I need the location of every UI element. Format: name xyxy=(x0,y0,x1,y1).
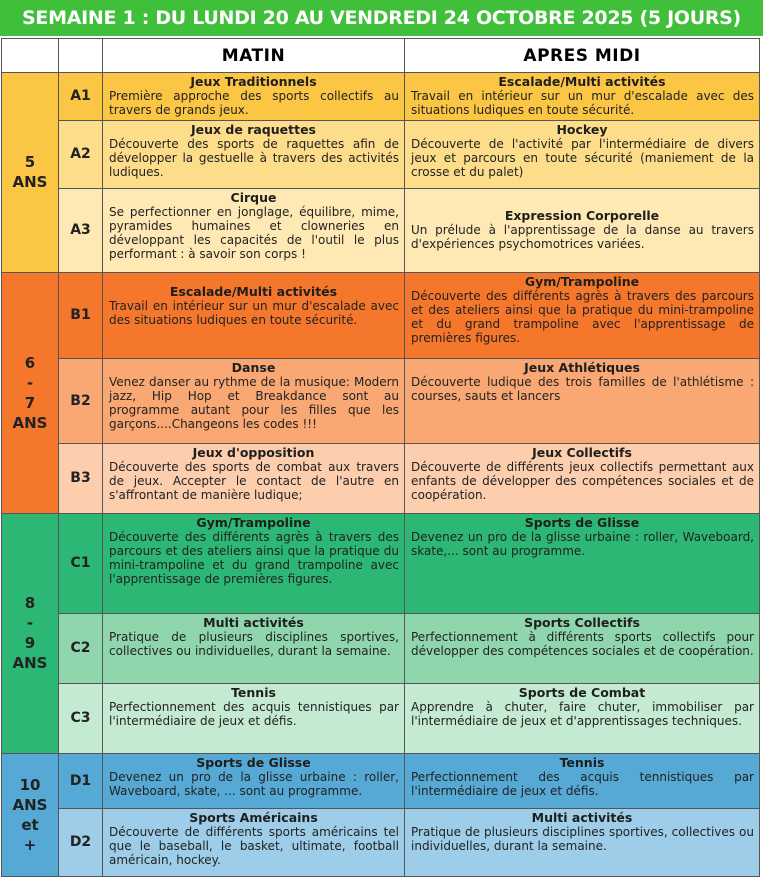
group-code: C2 xyxy=(59,613,103,683)
activity-description: Devenez un pro de la glisse urbaine : roller, Waveboard, skate, ... sont au programme. xyxy=(109,769,399,798)
age-group-5 xyxy=(2,73,59,273)
group-code: A1 xyxy=(59,73,103,121)
row-a3 xyxy=(2,188,760,272)
activity-description: Devenez un pro de la glisse urbaine : roller, Waveboard, skate,... sont au programme. xyxy=(411,529,754,558)
activity-title: Escalade/Multi activités xyxy=(498,74,666,89)
activity-description: Découverte de différents jeux collectifs permettant aux enfants de développer des compétences sociales et de coopération. xyxy=(411,459,754,503)
activity-cell-apres-midi xyxy=(405,808,760,876)
age-label-line: 9 xyxy=(24,634,36,653)
row-c2 xyxy=(2,613,760,683)
activity-cell-apres-midi xyxy=(405,120,760,188)
group-code: C3 xyxy=(59,683,103,753)
activity-description: Découverte des sports de combat aux travers de jeux. Accepter le contact de l'autre en s'affrontant de manière ludique; xyxy=(109,459,399,503)
activity-title: Sports Américains xyxy=(189,809,318,825)
activity-cell-matin xyxy=(103,513,405,613)
activity-description: Un prélude à l'apprentissage de la danse au travers d'expériences psychomotrices variées. xyxy=(411,222,754,252)
activity-title: Expression Corporelle xyxy=(504,207,660,223)
row-d2 xyxy=(2,808,760,876)
activity-title: Hockey xyxy=(556,121,608,137)
activity-cell-matin xyxy=(103,120,405,188)
activity-title: Multi activités xyxy=(531,809,633,825)
activity-title: Jeux d'opposition xyxy=(192,444,315,460)
group-code: D2 xyxy=(59,808,103,876)
activity-title: Tennis xyxy=(231,684,276,700)
activity-description: Perfectionnement à différents sports collectifs pour développer des compétences sociales et de coopération. xyxy=(411,629,754,658)
activity-cell-matin xyxy=(103,808,405,876)
activity-cell-apres-midi xyxy=(405,683,760,753)
age-label-line: 7 xyxy=(24,393,36,412)
activity-cell-matin xyxy=(103,613,405,683)
age-group-10-plus xyxy=(2,753,59,876)
activity-cell-apres-midi xyxy=(405,513,760,613)
age-label-line: ANS xyxy=(12,173,48,192)
group-code: C1 xyxy=(59,513,103,613)
activity-title: Sports de Glisse xyxy=(196,754,311,770)
header-matin: MATIN xyxy=(103,39,405,73)
activity-cell-apres-midi xyxy=(405,358,760,443)
group-code: D1 xyxy=(59,753,103,808)
schedule-table xyxy=(1,38,760,877)
activity-description: Découverte des différents agrès à travers des parcours et des ateliers ainsi que la pratique du mini-trampoline et du grand trampoline avec l'apprentissage de premières figures. xyxy=(411,288,754,346)
row-b2 xyxy=(2,358,760,443)
activity-cell-apres-midi xyxy=(405,613,760,683)
age-label-line: ANS xyxy=(12,654,48,673)
row-a1 xyxy=(2,73,760,121)
row-d1 xyxy=(2,753,760,808)
activity-cell-matin xyxy=(103,73,405,121)
activity-cell-apres-midi xyxy=(405,272,760,358)
age-label-line: - xyxy=(26,614,34,633)
age-label-line: 6 xyxy=(24,353,36,372)
activity-cell-matin xyxy=(103,358,405,443)
row-b3 xyxy=(2,443,760,513)
activity-title: Gym/Trampoline xyxy=(524,273,640,289)
activity-title: Jeux Traditionnels xyxy=(190,74,317,89)
activity-title: Danse xyxy=(231,359,276,375)
page-title: SEMAINE 1 : DU LUNDI 20 AU VENDREDI 24 OCTOBRE 2025 (5 JOURS) xyxy=(0,0,763,36)
activity-title: Sports de Glisse xyxy=(524,514,640,530)
group-code: B3 xyxy=(59,443,103,513)
activity-title: Jeux Athlétiques xyxy=(524,359,640,375)
age-group-8-9 xyxy=(2,513,59,753)
age-label-line: 5 xyxy=(24,153,36,172)
activity-description: Perfectionnement des acquis tennistiques par l'intermédiaire de jeux et défis. xyxy=(109,699,399,728)
activity-description: Apprendre à chuter, faire chuter, immobiliser par l'intermédiaire de jeux et d'apprentissages techniques. xyxy=(411,699,754,728)
activity-cell-apres-midi xyxy=(405,188,760,272)
activity-cell-matin xyxy=(103,683,405,753)
activity-cell-matin xyxy=(103,443,405,513)
age-label-line: et xyxy=(21,815,39,834)
age-label-line: 10 xyxy=(19,775,41,794)
activity-title: Jeux de raquettes xyxy=(190,121,316,137)
age-label-line: 8 xyxy=(24,594,36,613)
activity-description: Pratique de plusieurs disciplines sportives, collectives ou individuelles, durant la semaine. xyxy=(109,629,399,658)
activity-cell-matin xyxy=(103,272,405,358)
activity-description: Découverte des sports de raquettes afin de développer la gestuelle à travers des activités ludiques. xyxy=(109,136,399,180)
activity-description: Pratique de plusieurs disciplines sportives, collectives ou individuelles, durant la semaine. xyxy=(411,824,754,853)
activity-cell-apres-midi xyxy=(405,73,760,121)
activity-title: Sports Collectifs xyxy=(524,614,640,630)
header-row xyxy=(2,39,760,73)
activity-title: Jeux Collectifs xyxy=(532,444,632,460)
age-label-line: ANS xyxy=(12,413,48,432)
group-code: A2 xyxy=(59,120,103,188)
activity-title: Sports de Combat xyxy=(518,684,646,700)
group-code: B1 xyxy=(59,272,103,358)
group-code: B2 xyxy=(59,358,103,443)
group-code: A3 xyxy=(59,188,103,272)
activity-description: Découverte des différents agrès à travers des parcours et des ateliers ainsi que la pratique du mini-trampoline et du grand trampoline avec l'apprentissage de premières figures. xyxy=(109,529,399,587)
activity-cell-matin xyxy=(103,188,405,272)
row-c3 xyxy=(2,683,760,753)
activity-description: Découverte ludique des trois familles de l'athlétisme : courses, sauts et lancers xyxy=(411,374,754,403)
row-b1 xyxy=(2,272,760,358)
age-label-line: + xyxy=(23,835,37,854)
age-label-line: ANS xyxy=(12,795,48,814)
activity-description: Perfectionnement des acquis tennistiques par l'intermédiaire de jeux et défis. xyxy=(411,769,754,798)
activity-description: Travail en intérieur sur un mur d'escalade avec des situations ludiques en toute sécurité. xyxy=(411,89,754,118)
activity-description: Venez danser au rythme de la musique: Modern jazz, Hip Hop et Breakdance sont au programme autant pour les filles que les garçons....Changeons les codes !!! xyxy=(109,374,399,432)
header-apres-midi: APRES MIDI xyxy=(405,39,760,73)
activity-title: Gym/Trampoline xyxy=(196,514,311,530)
activity-title: Escalade/Multi activités xyxy=(169,283,338,299)
age-label-line: - xyxy=(26,373,34,392)
activity-description: Se perfectionner en jonglage, équilibre, mime, pyramides humaines et clowneries en développant les capacités de l'outil le plus performant : à savoir son corps ! xyxy=(109,204,399,262)
activity-cell-apres-midi xyxy=(405,753,760,808)
age-group-6-7 xyxy=(2,272,59,513)
activity-description: Première approche des sports collectifs au travers de grands jeux. xyxy=(109,89,399,118)
activity-description: Découverte de différents sports américains tel que le baseball, le basket, ultimate, football américain, hockey. xyxy=(109,824,399,868)
activity-title: Multi activités xyxy=(203,614,304,630)
row-c1 xyxy=(2,513,760,613)
activity-description: Découverte de l'activité par l'intermédiaire de divers jeux et parcours en toute sécurité (maniement de la crosse et du palet) xyxy=(411,136,754,180)
header-empty-age xyxy=(2,39,59,73)
header-empty-code xyxy=(59,39,103,73)
activity-cell-matin xyxy=(103,753,405,808)
activity-description: Travail en intérieur sur un mur d'escalade avec des situations ludiques en toute sécurité. xyxy=(109,298,399,327)
activity-cell-apres-midi xyxy=(405,443,760,513)
activity-title: Tennis xyxy=(559,754,605,770)
activity-title: Cirque xyxy=(230,189,277,205)
row-a2 xyxy=(2,120,760,188)
